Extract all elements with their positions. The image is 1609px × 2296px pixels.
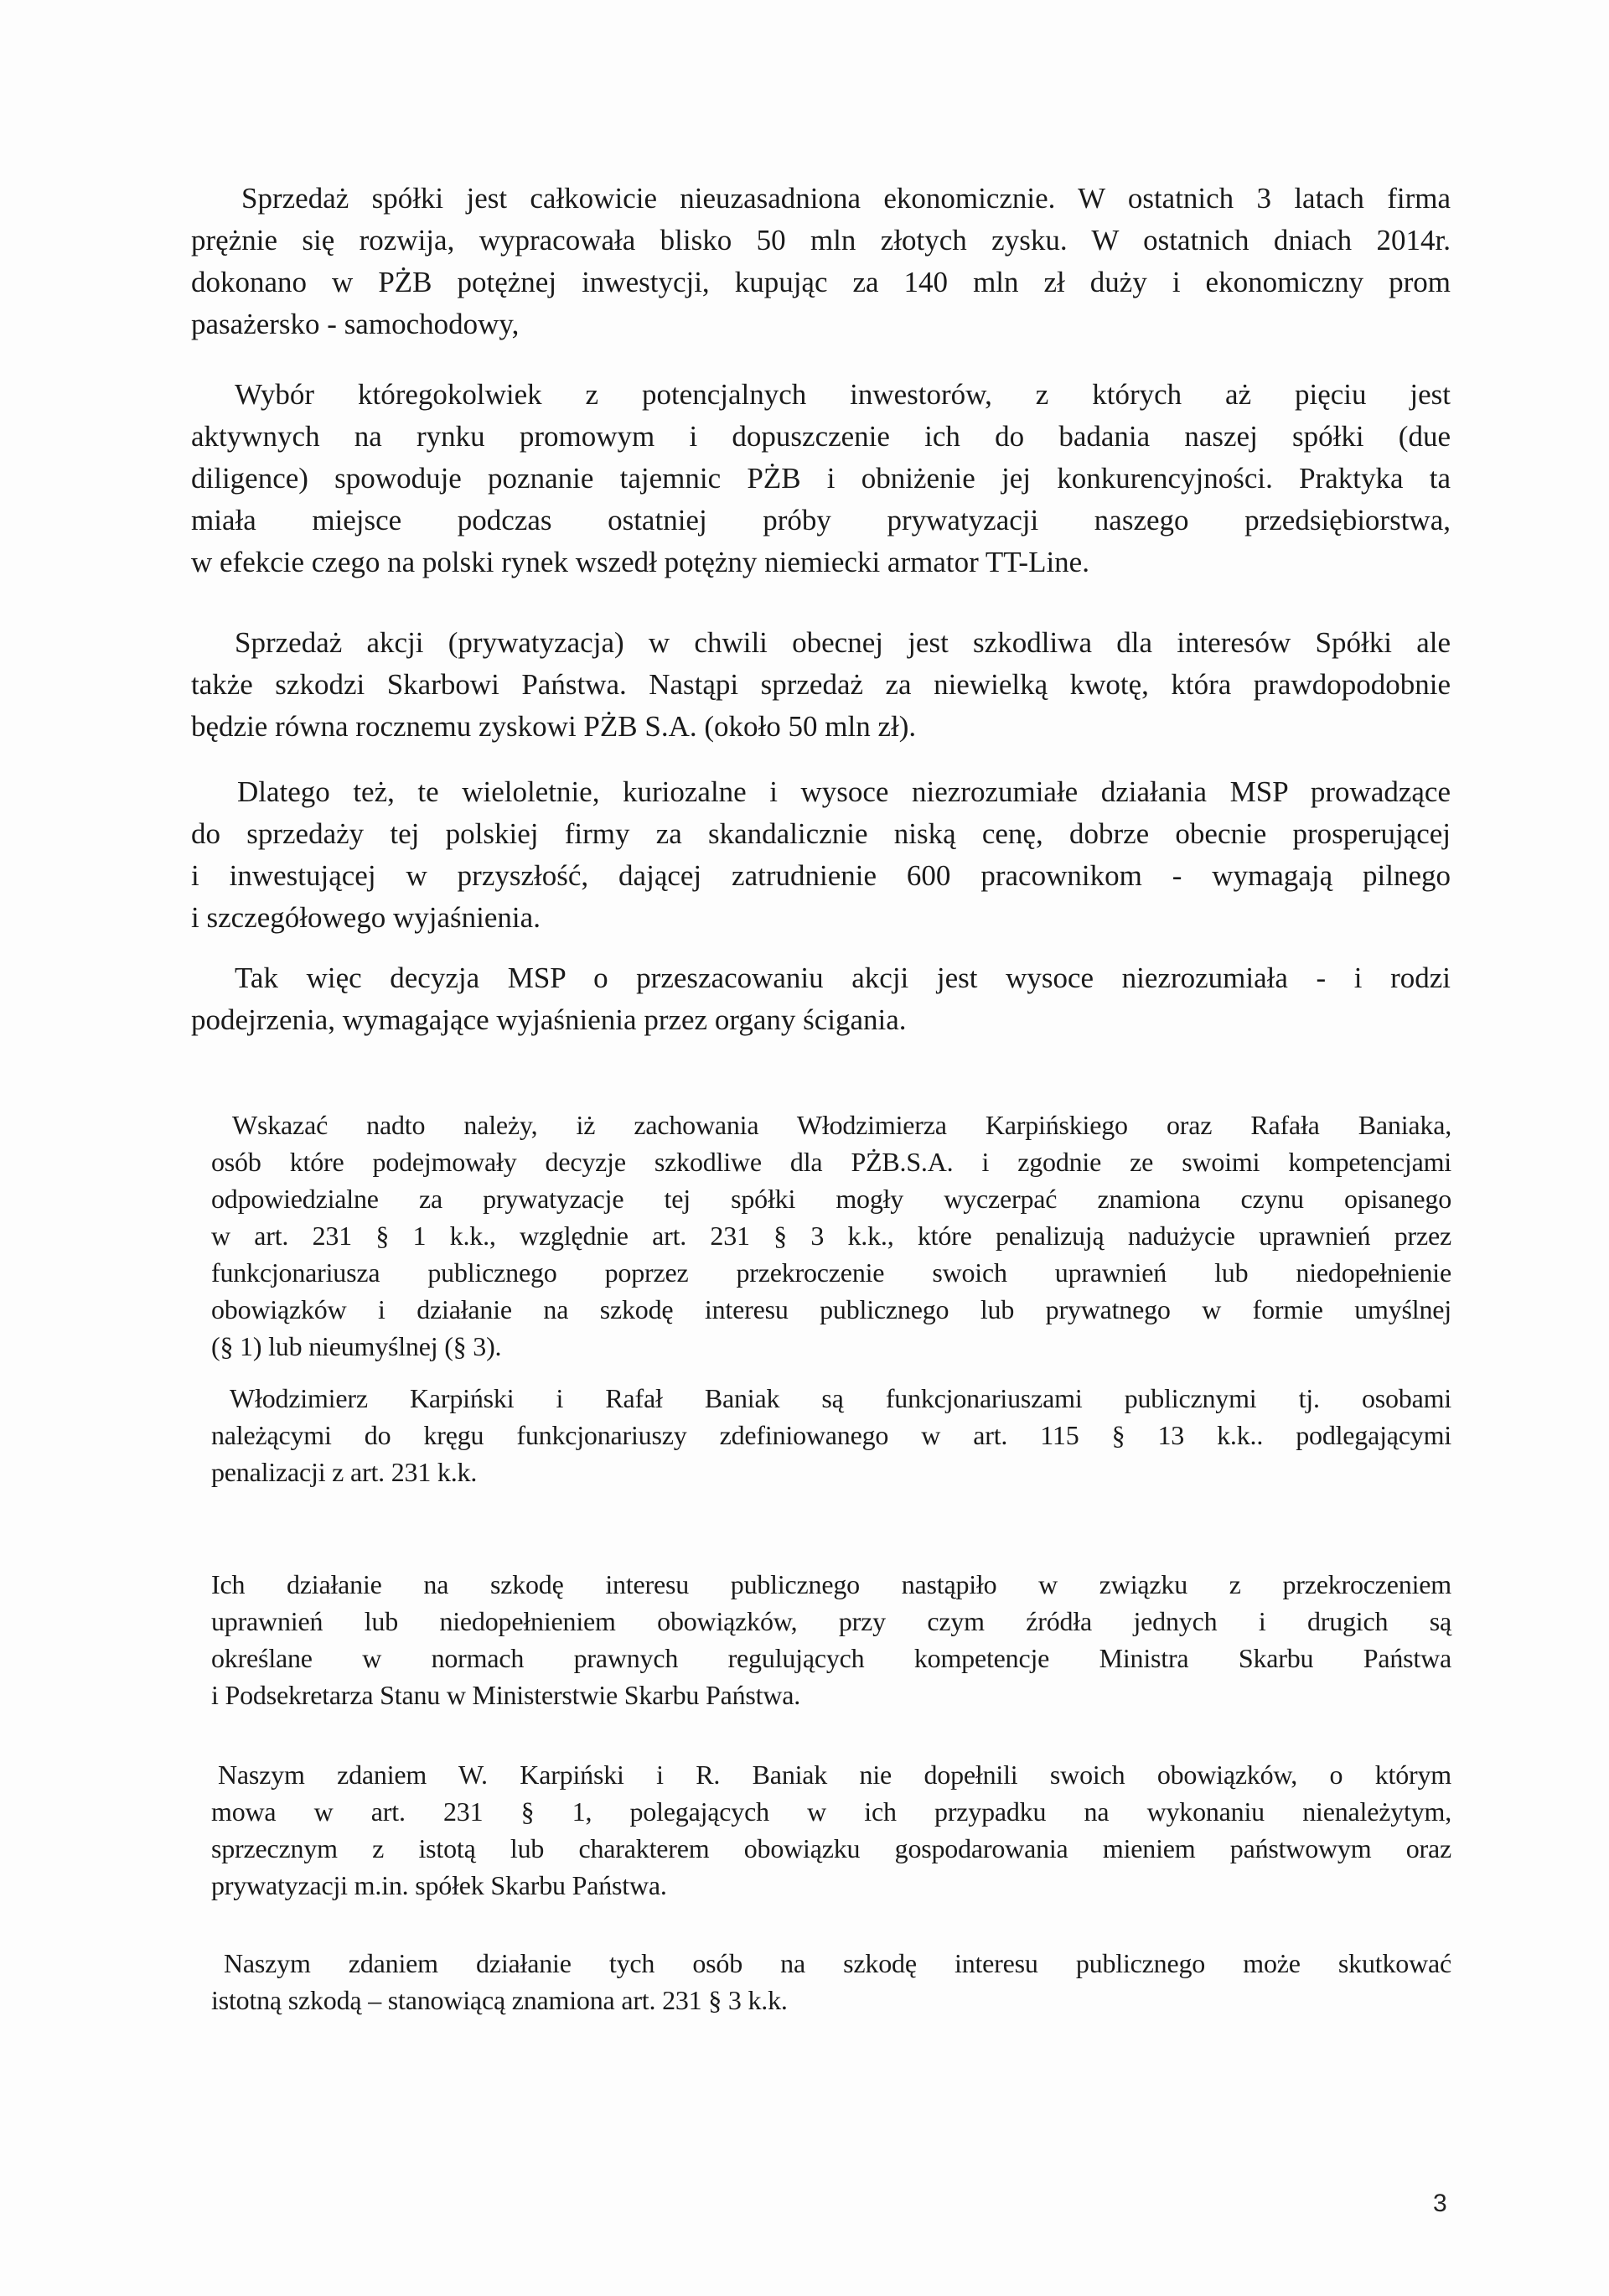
text-line: należącymi do kręgu funkcjonariuszy zdefiniowanego w art. 115 § 13 k.k.. podlegającymi xyxy=(211,1420,1451,1450)
text-line: Wybór któregokolwiek z potencjalnych inwestorów, z których aż pięciu jest xyxy=(235,378,1451,411)
text-line: odpowiedzialne za prywatyzacje tej spółki mogły wyczerpać znamiona czynu opisanego xyxy=(211,1184,1451,1214)
text-line: osób które podejmowały decyzje szkodliwe dla PŻB.S.A. i zgodnie ze swoimi kompetencjami xyxy=(211,1147,1451,1177)
text-line: podejrzenia, wymagające wyjaśnienia przez organy ścigania. xyxy=(191,1003,907,1036)
text-line: do sprzedaży tej polskiej firmy za skandalicznie niską cenę, dobrze obecnie prosperującej xyxy=(191,817,1451,850)
text-line: Sprzedaż akcji (prywatyzacja) w chwili obecnej jest szkodliwa dla interesów Spółki ale xyxy=(235,626,1451,659)
paragraph-share-sale xyxy=(191,622,1451,748)
text-line: i szczegółowego wyjaśnienia. xyxy=(191,901,541,934)
paragraph-public-interest-harm xyxy=(211,1566,1451,1713)
text-line: Wskazać nadto należy, iż zachowania Włodzimierza Karpińskiego oraz Rafała Baniaka, xyxy=(232,1110,1451,1140)
text-line: Dlatego też, te wieloletnie, kuriozalne i wysoce niezrozumiałe działania MSP prowadzące xyxy=(237,775,1451,808)
paragraph-public-officials xyxy=(211,1380,1451,1490)
text-line: sprzecznym z istotą lub charakterem obowiązku gospodarowania mieniem państwowym oraz xyxy=(211,1833,1451,1863)
text-line: diligence) spowoduje poznanie tajemnic PŻB i obniżenie jej konkurencyjności. Praktyka ta xyxy=(191,462,1451,495)
text-line: i inwestującej w przyszłość, dającej zatrudnienie 600 pracownikom - wymagają pilnego xyxy=(191,859,1451,892)
text-line: Włodzimierz Karpiński i Rafał Baniak są funkcjonariuszami publicznymi tj. osobami xyxy=(230,1383,1451,1413)
text-line: Ich działanie na szkodę interesu publicznego nastąpiło w związku z przekroczeniem xyxy=(211,1569,1451,1599)
text-line: będzie równa rocznemu zyskowi PŻB S.A. (około 50 mln zł). xyxy=(191,710,917,743)
page-number: 3 xyxy=(1433,2190,1447,2217)
text-line: funkcjonariusza publicznego poprzez przekroczenie swoich uprawnień lub niedopełnienie xyxy=(211,1257,1451,1288)
text-line: w efekcie czego na polski rynek wszedł potężny niemiecki armator TT-Line. xyxy=(191,546,1089,578)
paragraph-conduct-assessment xyxy=(211,1107,1451,1365)
text-line: w art. 231 § 1 k.k., względnie art. 231 § 3 k.k., które penalizują nadużycie uprawnień przez xyxy=(211,1221,1451,1251)
text-line: prężnie się rozwija, wypracowała blisko 50 mln złotych zysku. W ostatnich dniach 2014r. xyxy=(191,224,1451,257)
text-line: dokonano w PŻB potężnej inwestycji, kupując za 140 mln zł duży i ekonomiczny prom xyxy=(191,266,1451,298)
text-line: penalizacji z art. 231 k.k. xyxy=(211,1457,478,1487)
text-line: Naszym zdaniem działanie tych osób na szkodę interesu publicznego może skutkować xyxy=(224,1948,1451,1978)
text-line: pasażersko - samochodowy, xyxy=(191,308,520,340)
text-line: mowa w art. 231 § 1, polegających w ich przypadku na wykonaniu nienależytym, xyxy=(211,1796,1451,1827)
text-line: miała miejsce podczas ostatniej próby prywatyzacji naszego przedsiębiorstwa, xyxy=(191,504,1451,536)
text-line: (§ 1) lub nieumyślnej (§ 3). xyxy=(211,1331,502,1361)
paragraph-company-sale xyxy=(191,178,1451,345)
paragraph-duties-not-fulfilled xyxy=(211,1756,1451,1904)
text-line: istotną szkodą – stanowiącą znamiona art. 231 § 3 k.k. xyxy=(211,1985,788,2015)
text-line: Tak więc decyzja MSP o przeszacowaniu akcji jest wysoce niezrozumiała - i rodzi xyxy=(235,961,1451,994)
paragraph-msp-actions xyxy=(191,771,1451,939)
text-line: Sprzedaż spółki jest całkowicie nieuzasadniona ekonomicznie. W ostatnich 3 latach firma xyxy=(241,182,1451,215)
text-line: określane w normach prawnych regulujących kompetencje Ministra Skarbu Państwa xyxy=(211,1643,1451,1673)
text-line: także szkodzi Skarbowi Państwa. Nastąpi sprzedaż za niewielką kwotę, która prawdopodobnie xyxy=(191,668,1451,701)
text-line: uprawnień lub niedopełnieniem obowiązków, przy czym źródła jednych i drugich są xyxy=(211,1606,1451,1636)
text-line: Naszym zdaniem W. Karpiński i R. Baniak nie dopełnili swoich obowiązków, o którym xyxy=(218,1760,1451,1790)
text-line: aktywnych na rynku promowym i dopuszczenie ich do badania naszej spółki (due xyxy=(191,420,1451,453)
paragraph-significant-damage xyxy=(211,1945,1451,2019)
text-line: i Podsekretarza Stanu w Ministerstwie Skarbu Państwa. xyxy=(211,1680,801,1710)
text-line: obowiązków i działanie na szkodę interesu publicznego lub prywatnego w formie umyślnej xyxy=(211,1294,1451,1324)
paragraph-investor-choice xyxy=(191,374,1451,583)
paragraph-msp-decision xyxy=(191,957,1451,1041)
text-line: prywatyzacji m.in. spółek Skarbu Państwa. xyxy=(211,1870,667,1900)
